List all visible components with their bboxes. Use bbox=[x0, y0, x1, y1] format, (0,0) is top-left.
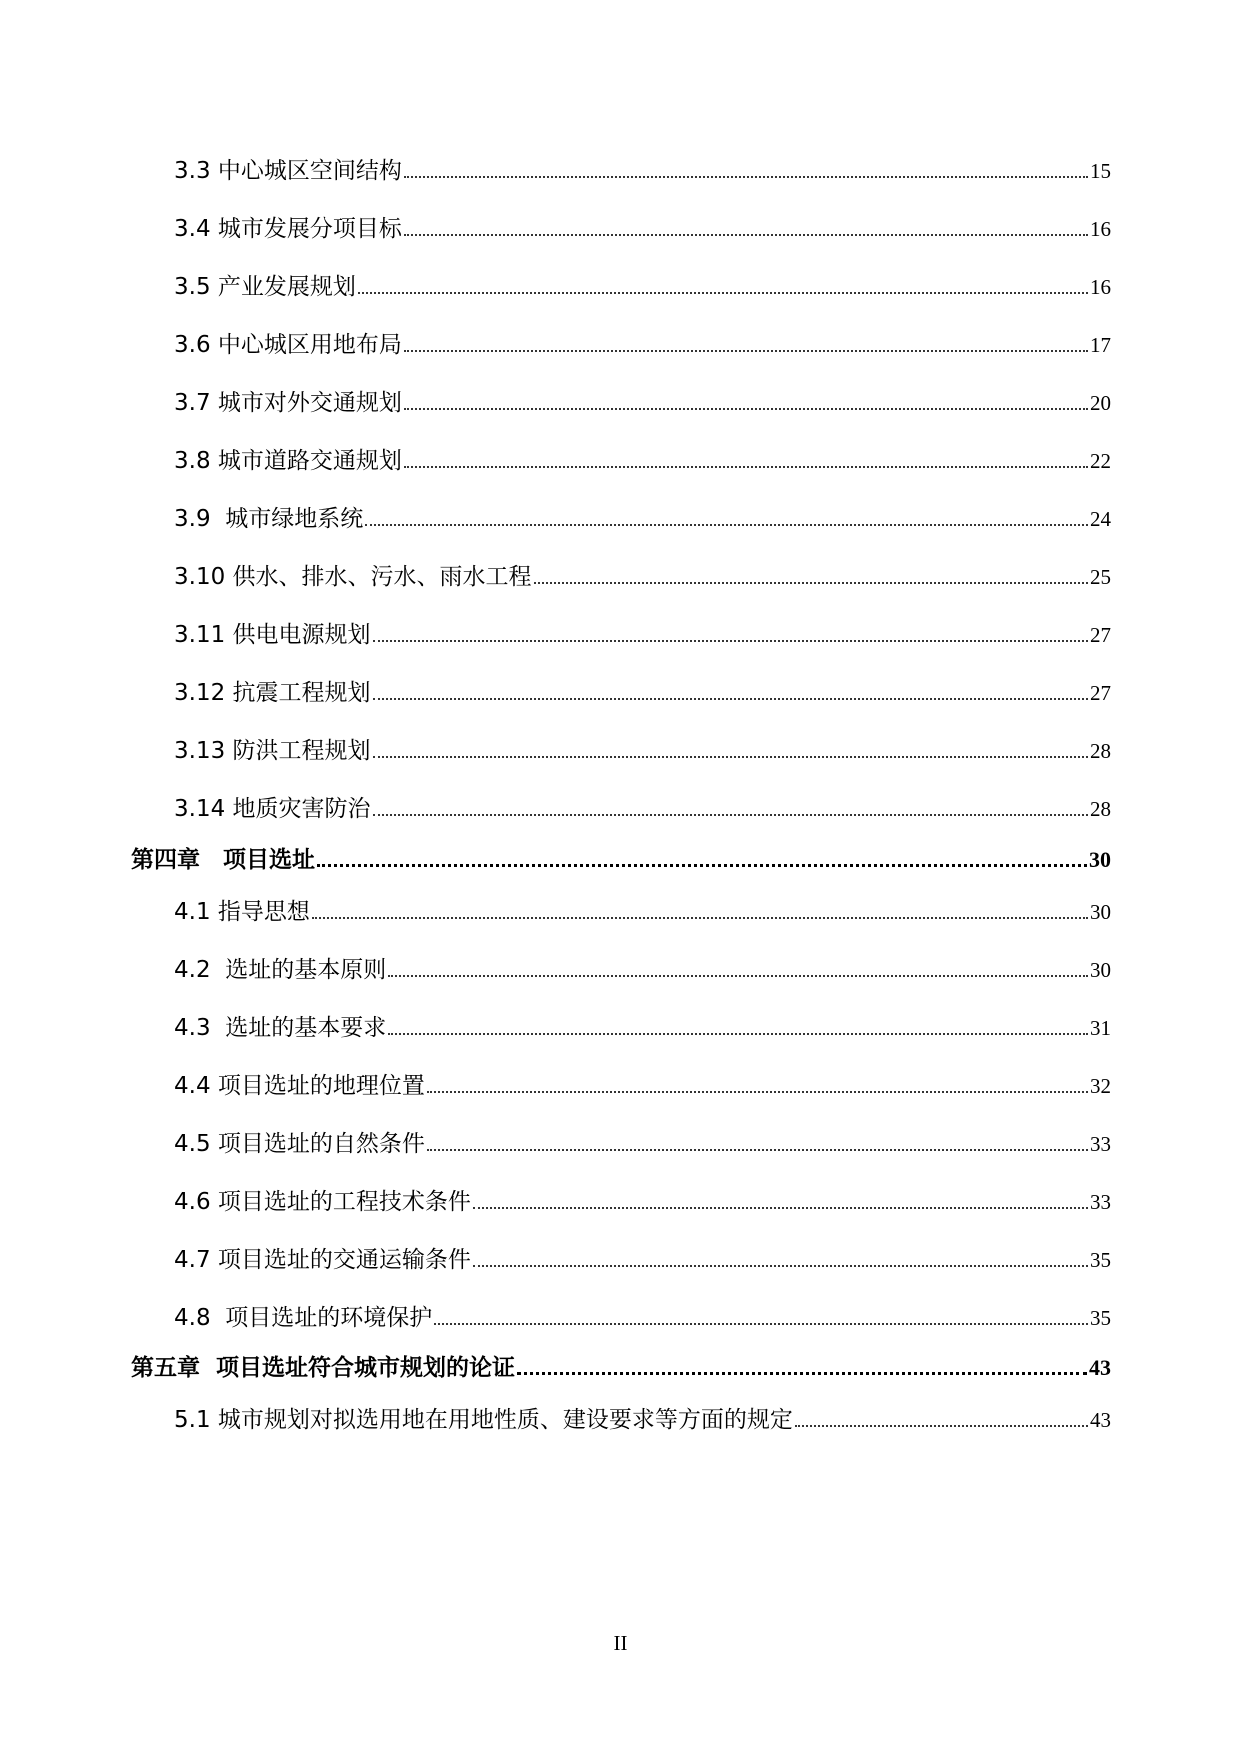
toc-entry[interactable] bbox=[174, 1183, 1111, 1216]
toc-dot-leader bbox=[534, 582, 1088, 584]
toc-dot-leader bbox=[517, 1372, 1087, 1375]
toc-entry-title: 3.4 城市发展分项目标 bbox=[174, 216, 402, 242]
toc-entry-page: 35 bbox=[1090, 1248, 1111, 1272]
toc-dot-leader bbox=[312, 917, 1088, 919]
toc-dot-leader bbox=[473, 1265, 1088, 1267]
toc-entry-page: 33 bbox=[1090, 1190, 1111, 1214]
toc-entry[interactable] bbox=[174, 442, 1111, 475]
toc-entry[interactable] bbox=[174, 951, 1111, 984]
toc-dot-leader bbox=[404, 466, 1088, 468]
toc-entry-page: 27 bbox=[1090, 681, 1111, 705]
toc-entry-title: 4.6 项目选址的工程技术条件 bbox=[174, 1189, 471, 1215]
toc-dot-leader bbox=[388, 1033, 1088, 1035]
toc-dot-leader bbox=[373, 698, 1088, 700]
toc-chapter-entry[interactable] bbox=[131, 1349, 1111, 1382]
toc-entry-page: 28 bbox=[1090, 739, 1111, 763]
toc-entry-title: 3.7 城市对外交通规划 bbox=[174, 390, 402, 416]
toc-dot-leader bbox=[358, 292, 1088, 294]
toc-entry-page: 30 bbox=[1090, 958, 1111, 982]
toc-dot-leader bbox=[434, 1323, 1088, 1325]
toc-entry[interactable] bbox=[174, 893, 1111, 926]
toc-chapter-entry[interactable] bbox=[131, 841, 1111, 874]
toc-entry-page: 43 bbox=[1090, 1408, 1111, 1432]
toc-entry[interactable] bbox=[174, 1125, 1111, 1158]
toc-dot-leader bbox=[373, 640, 1088, 642]
toc-entry-page: 32 bbox=[1090, 1074, 1111, 1098]
toc-entry-title: 4.7 项目选址的交通运输条件 bbox=[174, 1247, 471, 1273]
toc-entry[interactable] bbox=[174, 616, 1111, 649]
toc-dot-leader bbox=[427, 1091, 1088, 1093]
toc-entry-title: 3.13 防洪工程规划 bbox=[174, 738, 371, 764]
toc-entry-title: 3.6 中心城区用地布局 bbox=[174, 332, 402, 358]
toc-entry-page: 28 bbox=[1090, 797, 1111, 821]
toc-entry-title: 4.1 指导思想 bbox=[174, 899, 310, 925]
toc-dot-leader bbox=[404, 350, 1088, 352]
toc-dot-leader bbox=[373, 814, 1088, 816]
toc-dot-leader bbox=[404, 408, 1088, 410]
toc-entry-title: 3.12 抗震工程规划 bbox=[174, 680, 371, 706]
toc-entry[interactable] bbox=[174, 1241, 1111, 1274]
toc-entry-title: 4.5 项目选址的自然条件 bbox=[174, 1131, 425, 1157]
toc-entry[interactable] bbox=[174, 790, 1111, 823]
toc-dot-leader bbox=[373, 756, 1088, 758]
toc-entry-page: 33 bbox=[1090, 1132, 1111, 1156]
toc-entry[interactable] bbox=[174, 384, 1111, 417]
toc-dot-leader bbox=[795, 1425, 1088, 1427]
toc-entry-title: 3.9 城市绿地系统 bbox=[174, 506, 364, 532]
toc-entry[interactable] bbox=[174, 152, 1111, 185]
page-number: II bbox=[613, 1631, 628, 1655]
toc-entry-title: 4.8 项目选址的环境保护 bbox=[174, 1305, 433, 1331]
toc-entry-title: 4.4 项目选址的地理位置 bbox=[174, 1073, 425, 1099]
toc-entry-page: 30 bbox=[1090, 900, 1111, 924]
toc-entry[interactable] bbox=[174, 558, 1111, 591]
toc-entry[interactable] bbox=[174, 1067, 1111, 1100]
toc-entry-title: 3.14 地质灾害防治 bbox=[174, 796, 371, 822]
toc-entry-page: 25 bbox=[1090, 565, 1111, 589]
toc-entry[interactable] bbox=[174, 326, 1111, 359]
toc-dot-leader bbox=[404, 234, 1088, 236]
toc-entry-page: 16 bbox=[1090, 217, 1111, 241]
toc-dot-leader bbox=[427, 1149, 1088, 1151]
toc-entry[interactable] bbox=[174, 500, 1111, 533]
toc-entry-title: 3.5 产业发展规划 bbox=[174, 274, 356, 300]
toc-dot-leader bbox=[404, 176, 1088, 178]
toc-entry[interactable] bbox=[174, 1299, 1111, 1332]
toc-entry-page: 35 bbox=[1090, 1306, 1111, 1330]
toc-entry-page: 15 bbox=[1090, 159, 1111, 183]
toc-entry-title: 3.3 中心城区空间结构 bbox=[174, 158, 402, 184]
toc-dot-leader bbox=[388, 975, 1088, 977]
toc-chapter-page: 30 bbox=[1089, 847, 1111, 872]
toc-entry-title: 3.10 供水、排水、污水、雨水工程 bbox=[174, 564, 532, 590]
toc-entry-title: 4.3 选址的基本要求 bbox=[174, 1015, 387, 1041]
toc-entry[interactable] bbox=[174, 674, 1111, 707]
toc-dot-leader bbox=[317, 864, 1087, 867]
toc-entry-page: 17 bbox=[1090, 333, 1111, 357]
toc-entry[interactable] bbox=[174, 210, 1111, 243]
toc-entry-page: 31 bbox=[1090, 1016, 1111, 1040]
toc-entry[interactable] bbox=[174, 1401, 1111, 1434]
toc-dot-leader bbox=[365, 524, 1088, 526]
toc-chapter-title: 第五章 项目选址符合城市规划的论证 bbox=[131, 1355, 516, 1381]
toc-entry-title: 5.1 城市规划对拟选用地在用地性质、建设要求等方面的规定 bbox=[174, 1407, 793, 1433]
toc-entry-page: 24 bbox=[1090, 507, 1111, 531]
toc-entry[interactable] bbox=[174, 1009, 1111, 1042]
toc-dot-leader bbox=[473, 1207, 1088, 1209]
toc-chapter-page: 43 bbox=[1089, 1355, 1111, 1380]
toc-entry-title: 3.11 供电电源规划 bbox=[174, 622, 371, 648]
toc-entry-title: 4.2 选址的基本原则 bbox=[174, 957, 387, 983]
toc-entry-page: 16 bbox=[1090, 275, 1111, 299]
toc-entry-page: 27 bbox=[1090, 623, 1111, 647]
toc-entry[interactable] bbox=[174, 268, 1111, 301]
toc-entry-page: 20 bbox=[1090, 391, 1111, 415]
toc-chapter-title: 第四章 项目选址 bbox=[131, 847, 315, 873]
toc-entry-page: 22 bbox=[1090, 449, 1111, 473]
toc-entry-title: 3.8 城市道路交通规划 bbox=[174, 448, 402, 474]
toc-entry[interactable] bbox=[174, 732, 1111, 765]
